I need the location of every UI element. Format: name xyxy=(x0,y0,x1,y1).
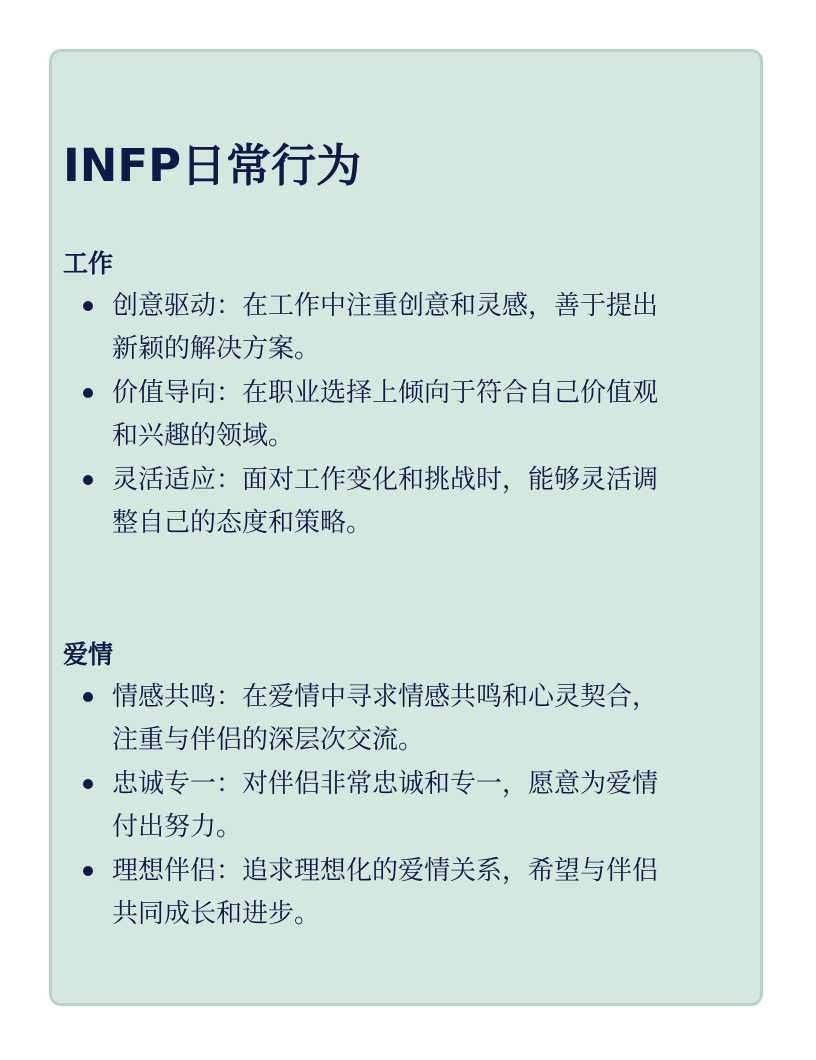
bullet-icon xyxy=(83,779,93,789)
list-item xyxy=(63,763,753,849)
item-line: 新颖的解决方案。 xyxy=(112,334,321,364)
love-list xyxy=(63,676,753,936)
item-line: 付出努力。 xyxy=(112,812,243,842)
list-item xyxy=(63,459,753,545)
section-work xyxy=(63,246,753,546)
section-love xyxy=(63,637,753,937)
work-list xyxy=(63,285,753,545)
list-item xyxy=(63,676,753,762)
bullet-icon xyxy=(83,692,93,702)
item-line: 和兴趣的领域。 xyxy=(112,421,295,451)
item-line: 理想伴侣：追求理想化的爱情关系，希望与伴侣 xyxy=(112,856,659,886)
section-heading-work: 工作 xyxy=(63,249,114,278)
bullet-icon xyxy=(83,388,93,398)
bullet-icon xyxy=(83,301,93,311)
item-line: 忠诚专一：对伴侣非常忠诚和专一，愿意为爱情 xyxy=(112,769,659,799)
item-line: 情感共鸣：在爱情中寻求情感共鸣和心灵契合， xyxy=(112,682,659,712)
item-line: 价值导向：在职业选择上倾向于符合自己价值观 xyxy=(112,378,659,408)
item-line: 注重与伴侣的深层次交流。 xyxy=(112,725,425,755)
page-title: INFP日常行为 xyxy=(63,139,362,192)
bullet-icon xyxy=(83,866,93,876)
item-line: 共同成长和进步。 xyxy=(112,899,321,929)
content-card xyxy=(49,49,763,1006)
section-heading-love: 爱情 xyxy=(63,640,114,669)
item-line: 创意驱动：在工作中注重创意和灵感，善于提出 xyxy=(112,291,659,321)
list-item xyxy=(63,285,753,371)
list-item xyxy=(63,372,753,458)
item-line: 整自己的态度和策略。 xyxy=(112,508,373,538)
bullet-icon xyxy=(83,475,93,485)
item-line: 灵活适应：面对工作变化和挑战时，能够灵活调 xyxy=(112,465,659,495)
list-item xyxy=(63,850,753,936)
